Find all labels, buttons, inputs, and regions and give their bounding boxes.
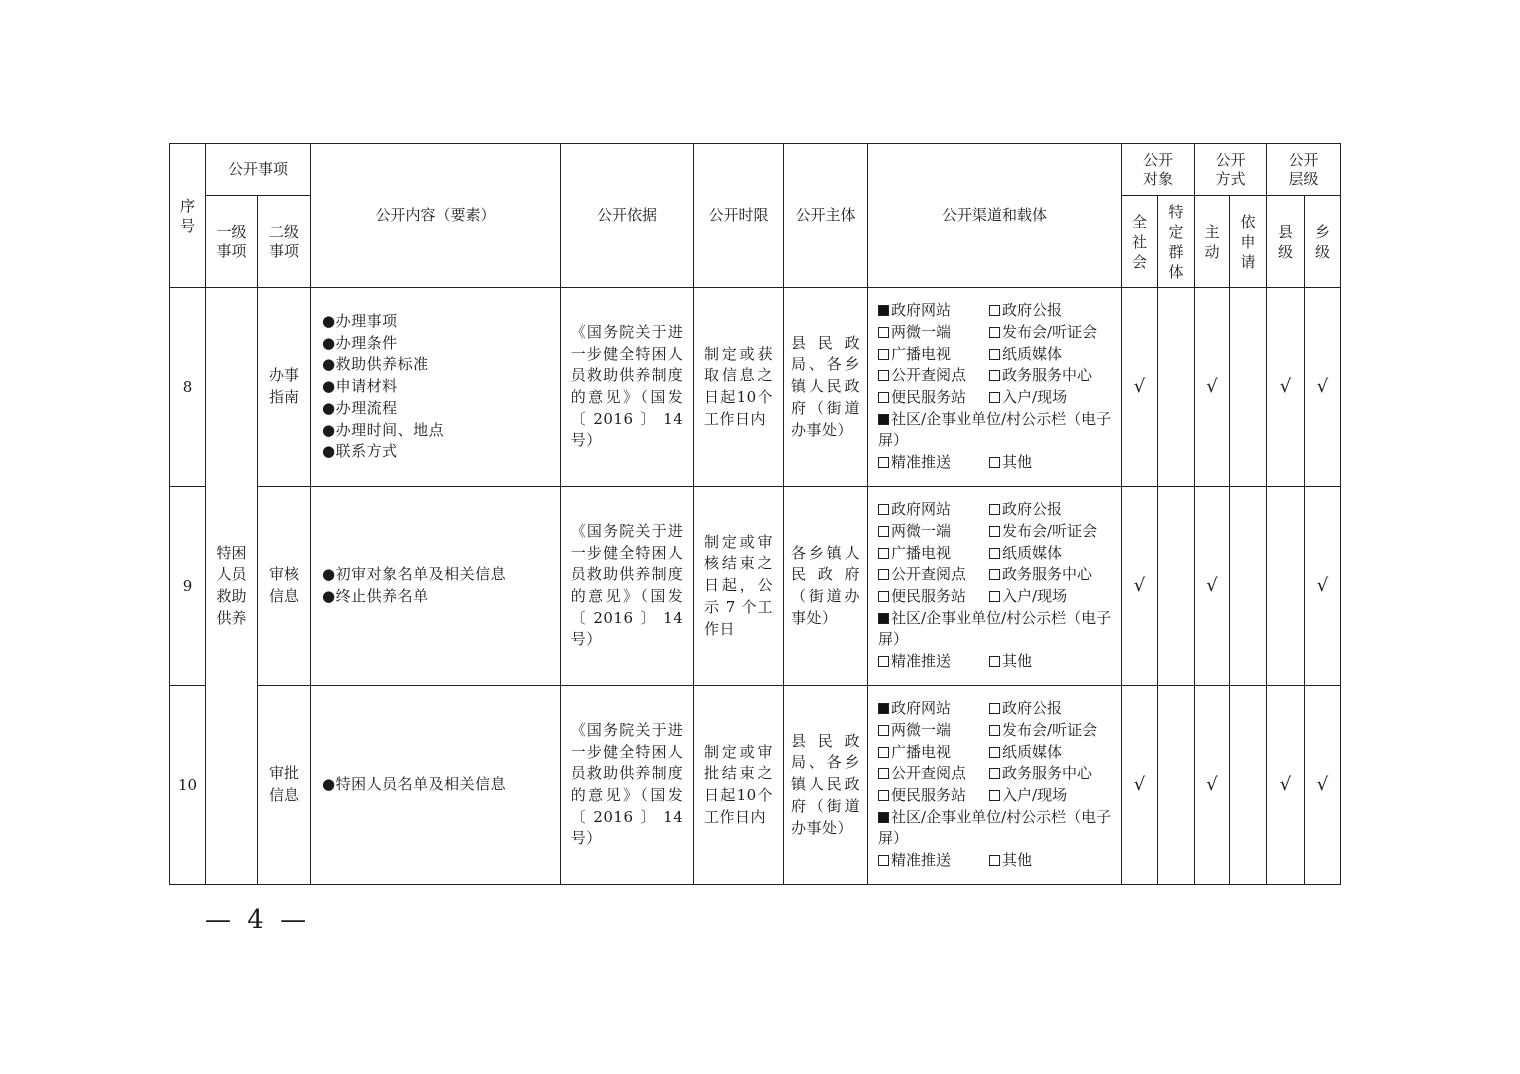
empty-box-icon <box>989 504 1000 515</box>
channel-option <box>878 409 1119 452</box>
empty-box-icon <box>878 349 889 360</box>
empty-box-icon <box>989 790 1000 801</box>
empty-box-icon <box>878 569 889 580</box>
channel-label: 其他 <box>1002 851 1033 870</box>
channel-option <box>989 365 1119 387</box>
channel-label: 便民服务站 <box>891 587 967 605</box>
level1-item: 特困人员救助供养 <box>206 288 258 885</box>
header-time-limit: 公开时限 <box>694 144 784 288</box>
empty-box-icon <box>878 392 889 403</box>
mark-apply <box>1230 487 1267 686</box>
channel-label: 入户/现场 <box>1002 587 1068 605</box>
channel-option <box>989 387 1119 409</box>
channel-option <box>989 322 1119 344</box>
empty-box-icon <box>989 768 1000 779</box>
channel-label: 两微一端 <box>891 322 952 341</box>
mark-active <box>1195 487 1230 686</box>
row-seq: 8 <box>170 288 206 487</box>
check-mark-icon: √ <box>1206 376 1218 397</box>
channel-label: 公开查阅点 <box>891 565 967 584</box>
channel-label: 纸质媒体 <box>1002 344 1063 363</box>
channel-label: 社区/企事业单位/村公示栏（电子屏） <box>878 608 1112 649</box>
header-level: 公开层级 <box>1267 144 1341 196</box>
channel-option <box>989 564 1119 586</box>
channel-option <box>989 850 1119 872</box>
channels-cell <box>868 686 1122 885</box>
empty-box-icon <box>878 725 889 736</box>
header-level1: 一级事项 <box>206 196 258 288</box>
mark-county <box>1267 288 1305 487</box>
empty-box-icon <box>878 591 889 602</box>
mark-township <box>1305 487 1341 686</box>
empty-box-icon <box>989 703 1000 714</box>
mark-all <box>1122 288 1158 487</box>
basis-cell: 《国务院关于进一步健全特困人员救助供养制度的意见》（国发〔2016〕14号） <box>561 686 694 885</box>
content-cell <box>311 487 561 686</box>
channel-label: 公开查阅点 <box>891 366 967 385</box>
check-mark-icon: √ <box>1316 774 1329 795</box>
channel-option <box>989 651 1119 673</box>
check-mark-icon: √ <box>1206 575 1218 596</box>
channel-list <box>878 499 1121 673</box>
header-channels: 公开渠道和载体 <box>868 144 1122 288</box>
channel-option <box>989 300 1119 322</box>
header-content: 公开内容（要素） <box>311 144 561 288</box>
header-method-active: 主动 <box>1195 196 1230 288</box>
channel-label: 政府公报 <box>1002 500 1063 519</box>
level2-item: 办事指南 <box>258 288 311 487</box>
channel-label: 社区/企事业单位/村公示栏（电子屏） <box>878 807 1112 848</box>
content-item: ●办理事项 <box>322 312 398 331</box>
mark-all <box>1122 686 1158 885</box>
channel-option <box>989 586 1119 608</box>
channel-label: 入户/现场 <box>1002 388 1068 406</box>
check-mark-icon: √ <box>1316 575 1329 596</box>
channel-option <box>989 720 1119 742</box>
channel-option <box>878 742 989 764</box>
channel-option <box>989 452 1119 474</box>
content-item: ●申请材料 <box>322 377 398 396</box>
check-mark-icon: √ <box>1316 376 1329 397</box>
channel-option <box>878 322 989 344</box>
mark-county <box>1267 487 1305 686</box>
empty-box-icon <box>989 392 1000 403</box>
header-seq: 序号 <box>170 144 206 288</box>
empty-box-icon <box>878 790 889 801</box>
channels-cell <box>868 487 1122 686</box>
check-mark-icon: √ <box>1133 575 1146 596</box>
header-target-all: 全社会 <box>1122 196 1158 288</box>
empty-box-icon <box>989 526 1000 537</box>
channel-option <box>989 742 1119 764</box>
subject-cell: 县民政局、各乡镇人民政府（街道办事处） <box>784 686 868 885</box>
check-mark-icon: √ <box>1133 376 1146 397</box>
content-cell <box>311 686 561 885</box>
header-item: 公开事项 <box>206 144 311 196</box>
content-list <box>322 564 506 607</box>
channel-option <box>989 785 1119 807</box>
header-basis: 公开依据 <box>561 144 694 288</box>
channel-label: 纸质媒体 <box>1002 742 1063 761</box>
checked-box-icon <box>878 305 889 316</box>
level2-item: 审批信息 <box>258 686 311 885</box>
channel-label: 广播电视 <box>891 344 952 363</box>
checked-box-icon <box>878 812 889 823</box>
row-seq: 9 <box>170 487 206 686</box>
content-item: ●办理条件 <box>322 333 398 352</box>
empty-box-icon <box>989 370 1000 381</box>
time-limit-cell: 制定或审核结束之日起，公示 7 个工作日 <box>694 487 784 686</box>
channel-list <box>878 698 1121 872</box>
mark-specific <box>1158 487 1195 686</box>
empty-box-icon <box>878 526 889 537</box>
channel-label: 发布会/听证会 <box>1002 322 1098 341</box>
empty-box-icon <box>989 747 1000 758</box>
channel-option <box>878 365 989 387</box>
mark-active <box>1195 686 1230 885</box>
channel-option <box>878 651 989 673</box>
disclosure-table <box>169 143 1341 885</box>
channel-option <box>878 608 1119 651</box>
empty-box-icon <box>989 725 1000 736</box>
mark-township <box>1305 686 1341 885</box>
row-seq: 10 <box>170 686 206 885</box>
channel-label: 精准推送 <box>891 453 952 472</box>
empty-box-icon <box>989 457 1000 468</box>
channel-option <box>878 499 989 521</box>
channel-label: 社区/企事业单位/村公示栏（电子屏） <box>878 409 1112 450</box>
channel-option <box>989 698 1119 720</box>
empty-box-icon <box>989 327 1000 338</box>
channel-option <box>878 850 989 872</box>
channel-label: 精准推送 <box>891 652 952 671</box>
table-row <box>170 686 1341 885</box>
header-target: 公开对象 <box>1122 144 1195 196</box>
channel-label: 政务服务中心 <box>1002 565 1093 584</box>
subject-cell: 各乡镇人民政府（街道办事处） <box>784 487 868 686</box>
content-list <box>322 311 444 463</box>
channel-option <box>878 300 989 322</box>
channel-option <box>878 543 989 565</box>
header-method-apply: 依申请 <box>1230 196 1267 288</box>
channel-option <box>878 344 989 366</box>
channel-option <box>878 720 989 742</box>
check-mark-icon: √ <box>1133 774 1146 795</box>
empty-box-icon <box>878 747 889 758</box>
content-item: ●特困人员名单及相关信息 <box>322 775 507 794</box>
channel-option <box>878 521 989 543</box>
empty-box-icon <box>989 855 1000 866</box>
empty-box-icon <box>878 768 889 779</box>
checked-box-icon <box>878 613 889 624</box>
empty-box-icon <box>878 327 889 338</box>
channel-label: 入户/现场 <box>1002 786 1068 804</box>
channel-label: 政务服务中心 <box>1002 366 1093 385</box>
channel-label: 精准推送 <box>891 851 952 870</box>
mark-apply <box>1230 288 1267 487</box>
channel-option <box>878 698 989 720</box>
channel-label: 政府公报 <box>1002 301 1063 320</box>
mark-active <box>1195 288 1230 487</box>
header-level2: 二级事项 <box>258 196 311 288</box>
mark-apply <box>1230 686 1267 885</box>
empty-box-icon <box>878 656 889 667</box>
empty-box-icon <box>989 349 1000 360</box>
channel-label: 公开查阅点 <box>891 764 967 783</box>
channel-option <box>989 763 1119 785</box>
channel-label: 两微一端 <box>891 720 952 739</box>
empty-box-icon <box>989 548 1000 559</box>
channel-label: 政府公报 <box>1002 699 1063 718</box>
content-cell <box>311 288 561 487</box>
channel-option <box>989 499 1119 521</box>
channel-label: 广播电视 <box>891 742 952 761</box>
check-mark-icon: √ <box>1279 774 1292 795</box>
content-item: ●初审对象名单及相关信息 <box>322 565 507 584</box>
channel-label: 发布会/听证会 <box>1002 720 1098 739</box>
mark-township <box>1305 288 1341 487</box>
content-item: ●终止供养名单 <box>322 587 429 605</box>
empty-box-icon <box>878 855 889 866</box>
channel-option <box>989 344 1119 366</box>
channel-option <box>878 387 989 409</box>
channel-label: 政府网站 <box>891 301 952 320</box>
mark-specific <box>1158 686 1195 885</box>
content-list <box>322 774 506 796</box>
channel-label: 广播电视 <box>891 543 952 562</box>
channel-label: 便民服务站 <box>891 388 967 406</box>
basis-cell: 《国务院关于进一步健全特困人员救助供养制度的意见》（国发〔2016〕14号） <box>561 487 694 686</box>
table-row <box>170 487 1341 686</box>
level2-item: 审核信息 <box>258 487 311 686</box>
channel-option <box>878 564 989 586</box>
channel-label: 其他 <box>1002 652 1033 671</box>
channel-label: 两微一端 <box>891 521 952 540</box>
channel-label: 便民服务站 <box>891 786 967 804</box>
empty-box-icon <box>878 548 889 559</box>
channel-label: 政府网站 <box>891 699 952 718</box>
empty-box-icon <box>989 569 1000 580</box>
channel-label: 发布会/听证会 <box>1002 521 1098 540</box>
mark-specific <box>1158 288 1195 487</box>
channel-option <box>878 763 989 785</box>
page-number: — 4 — <box>205 905 311 935</box>
channel-option <box>989 543 1119 565</box>
subject-cell: 县民政局、各乡镇人民政府（街道办事处） <box>784 288 868 487</box>
channel-option <box>989 521 1119 543</box>
channels-cell <box>868 288 1122 487</box>
header-subject: 公开主体 <box>784 144 868 288</box>
empty-box-icon <box>989 656 1000 667</box>
header-level-county: 县级 <box>1267 196 1305 288</box>
empty-box-icon <box>989 591 1000 602</box>
checked-box-icon <box>878 414 889 425</box>
mark-all <box>1122 487 1158 686</box>
checked-box-icon <box>878 703 889 714</box>
check-mark-icon: √ <box>1279 376 1292 397</box>
header-method: 公开方式 <box>1195 144 1267 196</box>
empty-box-icon <box>989 305 1000 316</box>
basis-cell: 《国务院关于进一步健全特困人员救助供养制度的意见》（国发〔2016〕14号） <box>561 288 694 487</box>
channel-option <box>878 452 989 474</box>
header-level-township: 乡级 <box>1305 196 1341 288</box>
channel-label: 纸质媒体 <box>1002 543 1063 562</box>
channel-option <box>878 586 989 608</box>
empty-box-icon <box>878 457 889 468</box>
mark-county <box>1267 686 1305 885</box>
channel-option <box>878 785 989 807</box>
content-item: ●办理时间、地点 <box>322 420 445 439</box>
table-row <box>170 288 1341 487</box>
header-target-specific: 特定群体 <box>1158 196 1195 288</box>
channel-label: 其他 <box>1002 453 1033 472</box>
empty-box-icon <box>878 504 889 515</box>
content-item: ●办理流程 <box>322 398 398 417</box>
empty-box-icon <box>878 370 889 381</box>
time-limit-cell: 制定或审批结束之日起10个工作日内 <box>694 686 784 885</box>
channel-label: 政务服务中心 <box>1002 764 1093 783</box>
channel-option <box>878 807 1119 850</box>
time-limit-cell: 制定或获取信息之日起10个工作日内 <box>694 288 784 487</box>
content-item: ●联系方式 <box>322 442 398 461</box>
channel-label: 政府网站 <box>891 500 952 519</box>
check-mark-icon: √ <box>1206 774 1218 795</box>
channel-list <box>878 300 1121 474</box>
content-item: ●救助供养标准 <box>322 355 429 374</box>
